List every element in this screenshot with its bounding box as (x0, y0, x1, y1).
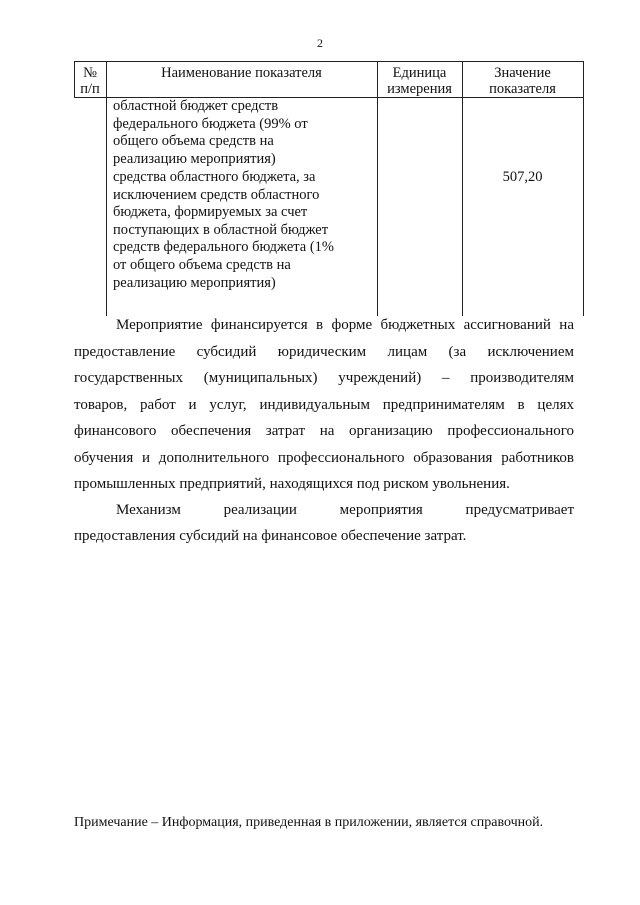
table-row-2-name (113, 169, 373, 292)
table-row-2-value: 507,20 (502, 169, 543, 185)
paragraph-line: предоставления субсидий на финансовое обеспечение затрат. (74, 528, 467, 544)
paragraph-line: обучения и дополнительного профессионального образования работников (74, 450, 574, 466)
header-num-line1: № (83, 65, 97, 81)
header-unit-line2: измерения (387, 81, 452, 97)
paragraph-line: финансового обеспечения затрат на организацию профессионального (74, 423, 574, 439)
table-row-2-name-line: поступающих в областной бюджет (113, 221, 329, 238)
table-row-2-name-line: исключением средств областного (113, 186, 320, 203)
table-row-1-name-line: федерального бюджета (99% от (113, 115, 308, 132)
table-right-border (583, 61, 584, 316)
paragraph-line: государственных (муниципальных) учреждений) – производителям (74, 370, 574, 386)
table-row-2-name-line: реализацию мероприятия) (113, 274, 276, 291)
footnote: Примечание – Информация, приведенная в приложении, является справочной. (74, 815, 544, 830)
table-row-1-name-line: общего объема средств на (113, 133, 274, 150)
table-col-divider-1 (106, 61, 107, 316)
header-num-line2: п/п (80, 81, 100, 97)
table-row-2-name-line: средств федерального бюджета (1% (113, 239, 334, 256)
table-row-2-name-line: средства областного бюджета, за (113, 169, 316, 185)
paragraph-line: Механизм реализации мероприятия предусматривает (116, 502, 574, 518)
header-value-line1: Значение (494, 65, 551, 81)
paragraph-line: Мероприятие финансируется в форме бюджетных ассигнований на (116, 317, 574, 333)
header-unit-line1: Единица (392, 65, 447, 81)
header-name: Наименование показателя (161, 65, 322, 81)
paragraph-line: промышленных предприятий, находящихся под риском увольнения. (74, 476, 510, 492)
table-row-1-name (113, 98, 373, 168)
paragraph-line: предоставление субсидий юридическим лицам (за исключением (74, 344, 574, 360)
paragraph-line: товаров, работ и услуг, индивидуальным предпринимателям в целях (74, 397, 574, 413)
table-row-2-name-line: бюджета, формируемых за счет (113, 204, 308, 221)
table-col-divider-2 (377, 61, 378, 316)
table-top-border (74, 61, 584, 62)
table-col-divider-3 (462, 61, 463, 316)
header-value-line2: показателя (489, 81, 556, 97)
table-row-1-name-line: реализацию мероприятия) (113, 150, 276, 167)
table-row-2-name-line: от общего объема средств на (113, 256, 291, 273)
page-number: 2 (317, 36, 323, 50)
table-row-1-name-line: областной бюджет средств (113, 98, 279, 114)
